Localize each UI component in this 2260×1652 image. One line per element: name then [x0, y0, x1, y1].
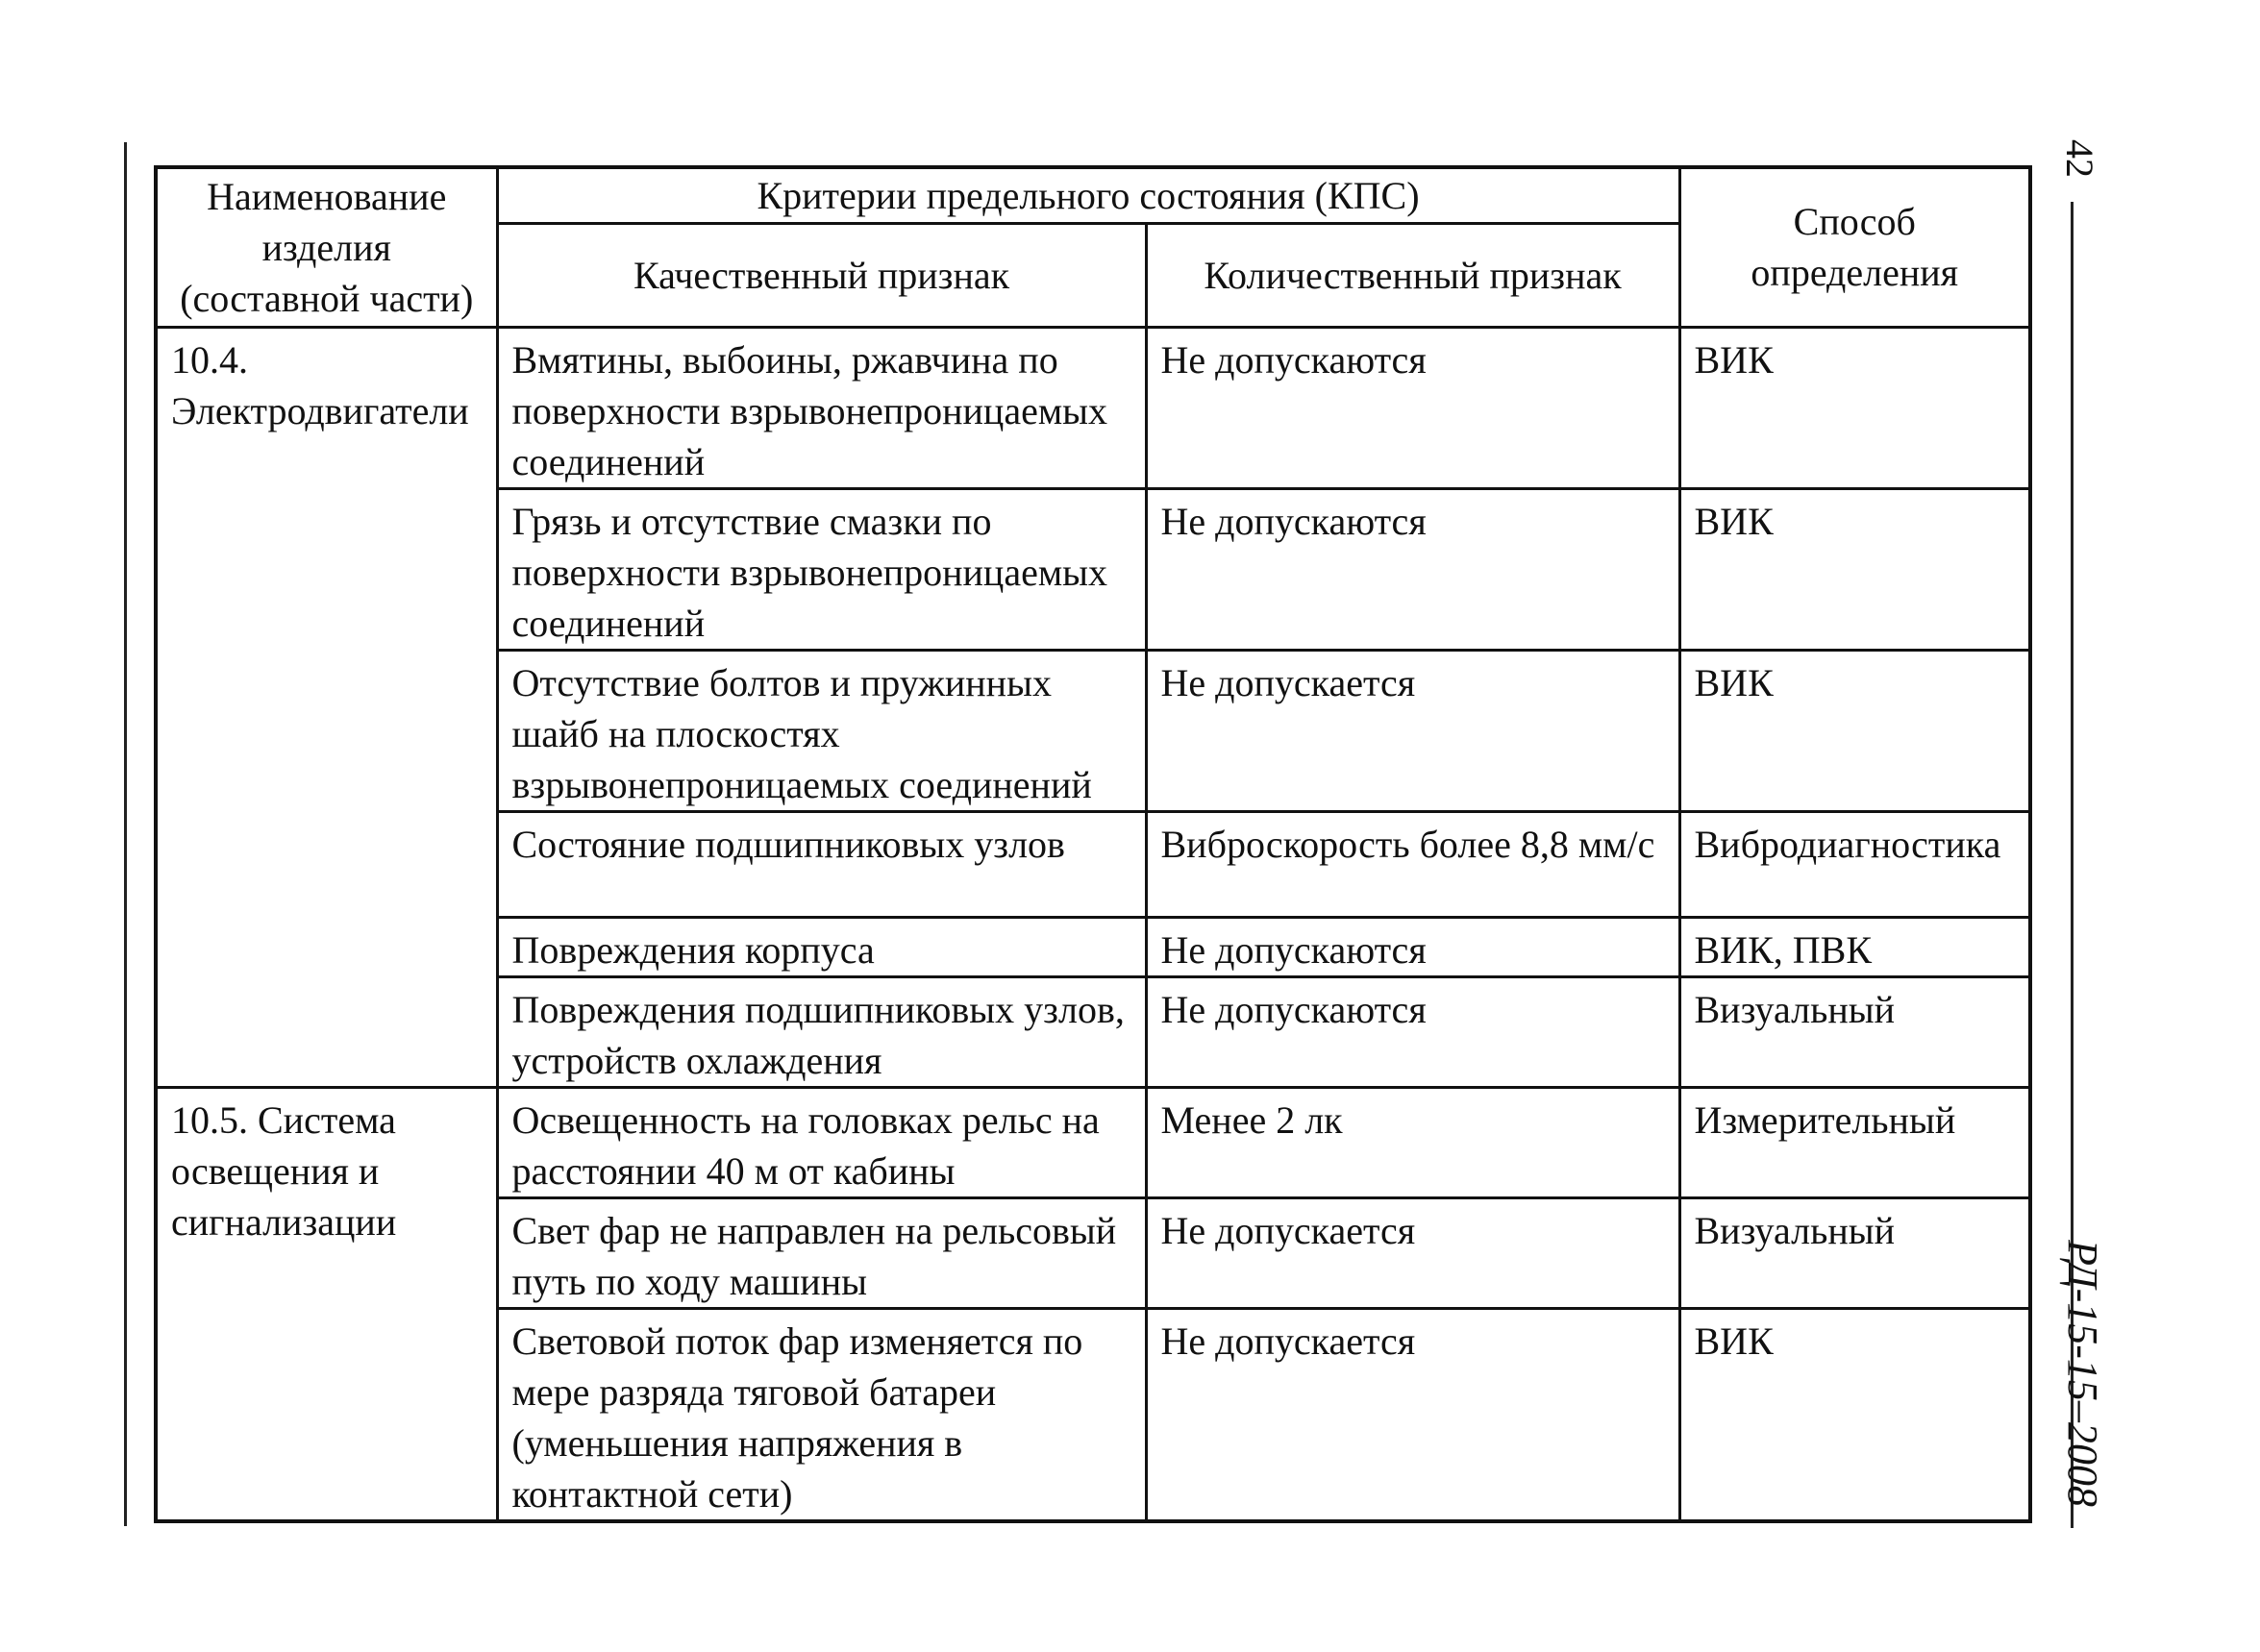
quantitative-cell: Виброскорость более 8,8 мм/с — [1146, 811, 1679, 917]
group-name: 10.4. Электродвигатели — [156, 327, 497, 1087]
group-name: 10.5. Система освещения и сигнализации — [156, 1087, 497, 1521]
qualitative-cell: Световой поток фар изменяется по мере разряда тяговой батареи (уменьшения напряжения в контактной сети) — [497, 1308, 1146, 1521]
header-product-name: Наименование изделия (составной части) — [156, 167, 497, 327]
method-cell: ВИК, ПВК — [1679, 917, 2030, 976]
method-cell: Визуальный — [1679, 976, 2030, 1087]
method-cell: Визуальный — [1679, 1197, 2030, 1308]
method-cell: ВИК — [1679, 650, 2030, 811]
qualitative-cell: Повреждения подшипниковых узлов, устройств охлаждения — [497, 976, 1146, 1087]
document-code: РД-15-15–2008 — [2059, 1240, 2106, 1507]
quantitative-cell: Не допускаются — [1146, 917, 1679, 976]
table-row — [156, 327, 2030, 488]
qualitative-cell: Повреждения корпуса — [497, 917, 1146, 976]
qualitative-cell: Состояние подшипниковых узлов — [497, 811, 1146, 917]
method-cell: ВИК — [1679, 1308, 2030, 1521]
quantitative-cell: Не допускается — [1146, 1308, 1679, 1521]
quantitative-cell: Не допускаются — [1146, 327, 1679, 488]
method-cell: ВИК — [1679, 488, 2030, 650]
method-cell: Измерительный — [1679, 1087, 2030, 1197]
header-row-1 — [156, 167, 2030, 223]
page-number: 42 — [2058, 139, 2101, 178]
qualitative-cell: Вмятины, выбоины, ржавчина по поверхности взрывонепроницаемых соединений — [497, 327, 1146, 488]
left-margin-rule — [124, 142, 127, 1526]
method-cell: Вибродиагностика — [1679, 811, 2030, 917]
kps-table — [154, 165, 2032, 1523]
quantitative-cell: Не допускается — [1146, 650, 1679, 811]
quantitative-cell: Менее 2 лк — [1146, 1087, 1679, 1197]
method-cell: ВИК — [1679, 327, 2030, 488]
header-qualitative: Качественный признак — [497, 223, 1146, 327]
qualitative-cell: Грязь и отсутствие смазки по поверхности взрывонепроницаемых соединений — [497, 488, 1146, 650]
table-row — [156, 1087, 2030, 1197]
quantitative-cell: Не допускаются — [1146, 976, 1679, 1087]
header-quantitative: Количественный признак — [1146, 223, 1679, 327]
header-criteria: Критерии предельного состояния (КПС) — [497, 167, 1679, 223]
quantitative-cell: Не допускается — [1146, 1197, 1679, 1308]
qualitative-cell: Отсутствие болтов и пружинных шайб на плоскостях взрывонепроницаемых соединений — [497, 650, 1146, 811]
header-method: Способ определения — [1679, 167, 2030, 327]
qualitative-cell: Свет фар не направлен на рельсовый путь по ходу машины — [497, 1197, 1146, 1308]
qualitative-cell: Освещенность на головках рельс на расстоянии 40 м от кабины — [497, 1087, 1146, 1197]
quantitative-cell: Не допускаются — [1146, 488, 1679, 650]
